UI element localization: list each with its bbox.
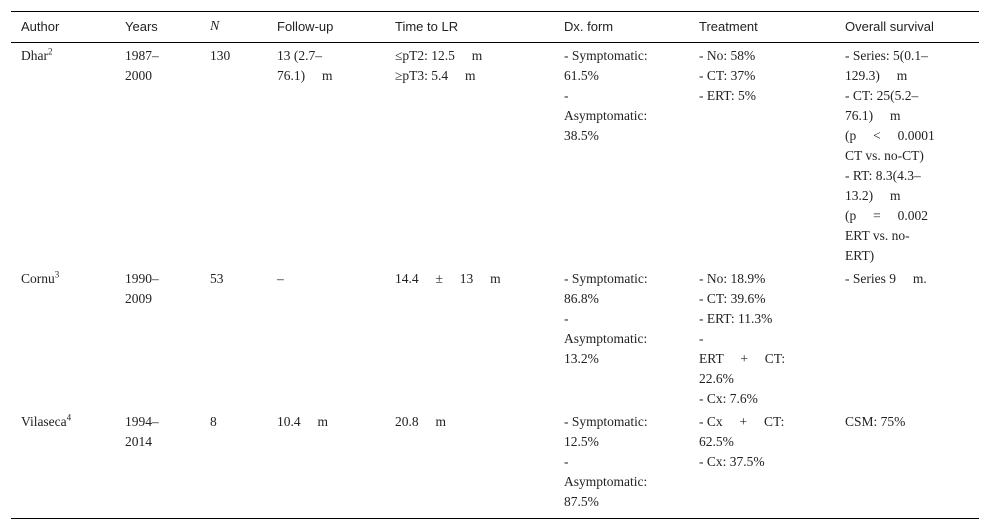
cell-dx-form xyxy=(564,43,699,267)
author-name: Vilaseca xyxy=(21,414,67,429)
cell-line: 2014 xyxy=(125,434,152,449)
cell-dx-form xyxy=(564,409,699,519)
author-reference: 2 xyxy=(48,46,53,57)
cell-line: CT vs. no-CT) xyxy=(845,148,924,163)
header-treatment: Treatment xyxy=(699,12,845,43)
cell-line: 87.5% xyxy=(564,494,599,509)
cell-dx-form xyxy=(564,266,699,409)
cell-line: - CT: 39.6% xyxy=(699,291,766,306)
cell-line: 2000 xyxy=(125,68,152,83)
cell-line: - RT: 8.3(4.3– xyxy=(845,168,921,183)
cell-line: ≥pT3: 5.4 m xyxy=(395,68,476,83)
cell-line: ERT vs. no- xyxy=(845,228,910,243)
cell-line: - ERT: 11.3% xyxy=(699,311,773,326)
cell-line: - CT: 37% xyxy=(699,68,756,83)
cell-line: 62.5% xyxy=(699,434,734,449)
cell-overall-survival xyxy=(845,43,979,267)
cell-author xyxy=(11,43,125,267)
author-name: Dhar xyxy=(21,48,48,63)
cell-time-to-lr xyxy=(395,43,564,267)
cell-line: - CT: 25(5.2– xyxy=(845,88,919,103)
author-name: Cornu xyxy=(21,271,55,286)
header-author: Author xyxy=(11,12,125,43)
header-row xyxy=(11,12,979,43)
cell-line: - xyxy=(564,454,569,469)
cell-followup xyxy=(277,266,395,409)
cell-n: 130 xyxy=(210,48,231,63)
cell-line: 1987– xyxy=(125,48,159,63)
cell-line: 13 (2.7– xyxy=(277,48,322,63)
cell-line: - Symptomatic: xyxy=(564,414,648,429)
cell-line: 13.2) m xyxy=(845,188,901,203)
cell-author xyxy=(11,409,125,519)
cell-line: - Cx: 7.6% xyxy=(699,391,758,406)
cell-line: - xyxy=(564,311,569,326)
cell-line: - Cx + CT: xyxy=(699,414,785,429)
cell-line: Asymptomatic: xyxy=(564,474,648,489)
cell-line: 76.1) m xyxy=(277,68,333,83)
cell-followup xyxy=(277,43,395,267)
cell-line: - ERT: 5% xyxy=(699,88,757,103)
cell-line: 2009 xyxy=(125,291,152,306)
cell-line: - xyxy=(699,331,704,346)
cell-treatment xyxy=(699,43,845,267)
header-n: N xyxy=(210,12,277,43)
cell-line: - No: 58% xyxy=(699,48,756,63)
cell-line: CSM: 75% xyxy=(845,414,906,429)
author-reference: 3 xyxy=(54,269,60,280)
table-row xyxy=(11,266,979,409)
studies-table xyxy=(11,11,979,519)
cell-line: 13.2% xyxy=(564,351,599,366)
cell-line: 1994– xyxy=(125,414,159,429)
cell-line: 20.8 m xyxy=(395,414,447,429)
cell-line: ≤pT2: 12.5 m xyxy=(395,48,483,63)
header-followup: Follow-up xyxy=(277,12,395,43)
cell-line: 14.4 ± 13 m xyxy=(395,271,501,286)
header-dx-form: Dx. form xyxy=(564,12,699,43)
cell-line: 10.4 m xyxy=(277,414,329,429)
author-reference: 4 xyxy=(66,412,72,423)
header-time-to-lr: Time to LR xyxy=(395,12,564,43)
cell-years xyxy=(125,266,210,409)
cell-line: - Series 9 m. xyxy=(845,271,927,286)
cell-years xyxy=(125,43,210,267)
cell-line: 76.1) m xyxy=(845,108,901,123)
cell-line: ERT + CT: xyxy=(699,351,786,366)
table-container xyxy=(11,11,979,519)
cell-line: 12.5% xyxy=(564,434,599,449)
cell-overall-survival xyxy=(845,266,979,409)
cell-line: 1990– xyxy=(125,271,159,286)
cell-line: 38.5% xyxy=(564,128,599,143)
cell-line: 22.6% xyxy=(699,371,734,386)
cell-line: - Series: 5(0.1– xyxy=(845,48,928,63)
header-overall-survival: Overall survival xyxy=(845,12,979,43)
cell-line: Asymptomatic: xyxy=(564,108,648,123)
table-row xyxy=(11,43,979,267)
cell-years xyxy=(125,409,210,519)
cell-overall-survival xyxy=(845,409,979,519)
cell-time-to-lr xyxy=(395,409,564,519)
cell-line: 61.5% xyxy=(564,68,599,83)
cell-line: - xyxy=(564,88,569,103)
cell-line: (p = 0.002 xyxy=(845,208,928,223)
cell-followup xyxy=(277,409,395,519)
cell-line: - Cx: 37.5% xyxy=(699,454,765,469)
cell-line: (p < 0.0001 xyxy=(845,128,935,143)
cell-n: 8 xyxy=(210,409,277,519)
cell-line: – xyxy=(277,271,284,286)
cell-author xyxy=(11,266,125,409)
cell-line: 129.3) m xyxy=(845,68,908,83)
cell-n: 53 xyxy=(210,271,224,286)
cell-line: - No: 18.9% xyxy=(699,271,766,286)
cell-line: Asymptomatic: xyxy=(564,331,648,346)
cell-line: 86.8% xyxy=(564,291,599,306)
cell-line: - Symptomatic: xyxy=(564,271,648,286)
cell-time-to-lr xyxy=(395,266,564,409)
cell-treatment xyxy=(699,266,845,409)
header-years: Years xyxy=(125,12,210,43)
cell-line: - Symptomatic: xyxy=(564,48,648,63)
cell-treatment xyxy=(699,409,845,519)
cell-line: ERT) xyxy=(845,248,875,263)
table-row xyxy=(11,409,979,519)
